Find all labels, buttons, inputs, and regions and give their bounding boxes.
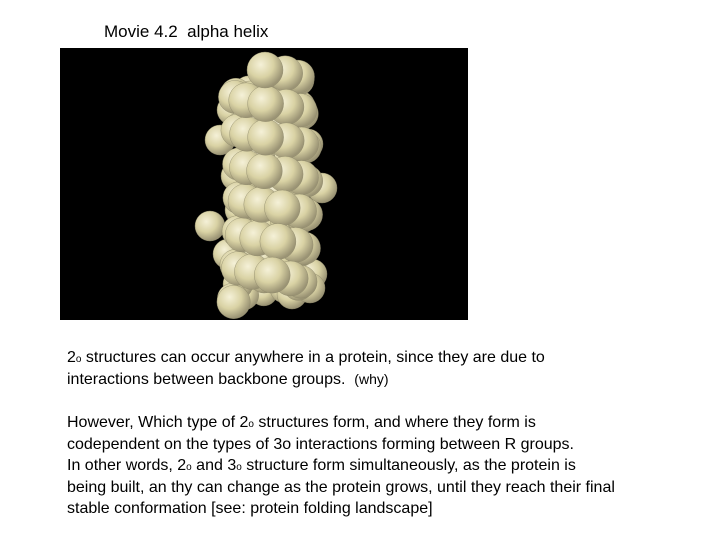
paragraph2-line1 — [67, 412, 707, 434]
paragraph1-line2 — [67, 369, 707, 391]
superscript: o — [248, 419, 254, 430]
space-filling-atoms — [195, 52, 337, 319]
slide-title: Movie 4.2 alpha helix — [104, 22, 269, 41]
superscript: o — [186, 462, 192, 473]
paragraph2-line4: being built, an thy can change as the protein grows, until they reach their final — [67, 478, 615, 496]
text-fragment: structures can occur anywhere in a protein, since they are due to — [81, 349, 545, 366]
text-fragment: In other words, 2 — [67, 457, 187, 474]
text-fragment: structure form simultaneously, as the protein is — [241, 457, 576, 474]
superscript: o — [236, 462, 242, 473]
alpha-helix-movie[interactable] — [60, 48, 468, 320]
text-fragment: and 3 — [191, 457, 237, 474]
why-note: (why) — [354, 370, 389, 387]
paragraph2-line5: stable conformation [see: protein folding landscape] — [67, 500, 433, 517]
text-fragment: interactions between backbone groups. — [67, 370, 355, 388]
atom-sphere — [247, 153, 283, 189]
atom-sphere — [195, 211, 225, 241]
paragraph2-line3 — [67, 455, 707, 477]
atom-sphere — [260, 224, 296, 260]
superscript: o — [75, 354, 82, 365]
atom-sphere — [217, 285, 250, 318]
atom-sphere — [264, 190, 300, 226]
atom-sphere — [248, 86, 284, 122]
atom-sphere — [247, 52, 283, 88]
paragraph-secondary-structure — [67, 347, 707, 390]
paragraph2-line2: codependent on the types of 3o interactions forming between R groups. — [67, 435, 574, 453]
atom-sphere — [254, 257, 290, 293]
alpha-helix-model — [60, 48, 468, 320]
text-fragment: structures form, and where they form is — [253, 414, 536, 431]
paragraph1-line1 — [67, 347, 707, 369]
text-fragment: However, Which type of 2 — [67, 414, 249, 431]
paragraph-codependence — [67, 412, 707, 520]
text-fragment: 2 — [67, 349, 76, 366]
atom-sphere — [248, 119, 284, 155]
